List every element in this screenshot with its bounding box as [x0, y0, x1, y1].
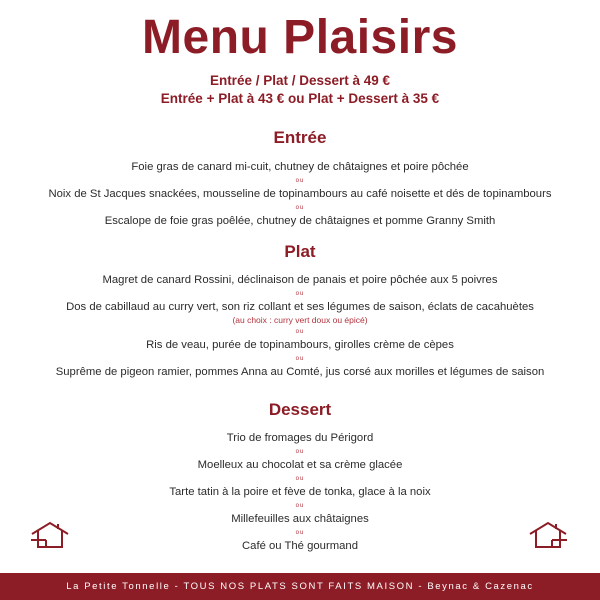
separator-ou: ou — [295, 356, 305, 362]
dish-entree-1: Foie gras de canard mi-cuit, chutney de châtaignes et poire pôchée — [131, 161, 469, 173]
section-title-plat: Plat — [284, 242, 316, 261]
page-title: Menu Plaisirs — [142, 11, 458, 64]
dish-dessert-3: Tarte tatin à la poire et fève de tonka, glace à la noix — [169, 486, 431, 498]
separator-ou: ou — [295, 476, 305, 482]
dish-plat-2: Dos de cabillaud au curry vert, son riz collant et ses légumes de saison, éclats de cacahuètes — [66, 301, 534, 313]
dish-entree-2: Noix de St Jacques snackées, mousseline de topinambours au café noisette et dés de topinambours — [48, 188, 552, 200]
section-title-entree: Entrée — [273, 128, 327, 147]
section-dessert — [0, 398, 600, 554]
separator-ou: ou — [295, 291, 305, 297]
house-icon — [31, 521, 69, 549]
price-line-formulas: Entrée + Plat à 43 € ou Plat + Dessert à 35 € — [160, 91, 440, 106]
dish-plat-3: Ris de veau, purée de topinambours, girolles crème de cèpes — [146, 339, 454, 351]
dish-dessert-5: Café ou Thé gourmand — [242, 540, 358, 552]
section-entree — [0, 126, 600, 229]
price-line-full-menu: Entrée / Plat / Dessert à 49 € — [209, 73, 391, 88]
house-icon — [529, 521, 567, 549]
separator-ou: ou — [295, 329, 305, 335]
section-plat — [0, 240, 600, 380]
dish-plat-2-note: (au choix : curry vert doux ou épicé) — [232, 315, 368, 325]
dish-dessert-1: Trio de fromages du Périgord — [226, 432, 374, 444]
separator-ou: ou — [295, 178, 305, 184]
separator-ou: ou — [295, 530, 305, 536]
separator-ou: ou — [295, 205, 305, 211]
dish-dessert-2: Moelleux au chocolat et sa crème glacée — [197, 459, 403, 471]
price-block — [0, 72, 600, 108]
dish-dessert-4: Millefeuilles aux châtaignes — [231, 513, 369, 525]
dish-plat-1: Magret de canard Rossini, déclinaison de panais et poire pôchée aux 5 poivres — [102, 274, 498, 286]
dish-plat-4: Suprême de pigeon ramier, pommes Anna au Comté, jus corsé aux morilles et légumes de saison — [55, 366, 545, 378]
footer-banner: La Petite Tonnelle - TOUS NOS PLATS SONT FAITS MAISON - Beynac & Cazenac — [0, 573, 600, 600]
separator-ou: ou — [295, 503, 305, 509]
separator-ou: ou — [295, 449, 305, 455]
section-title-dessert: Dessert — [268, 400, 332, 419]
dish-entree-3: Escalope de foie gras poêlée, chutney de châtaignes et pomme Granny Smith — [104, 215, 496, 227]
